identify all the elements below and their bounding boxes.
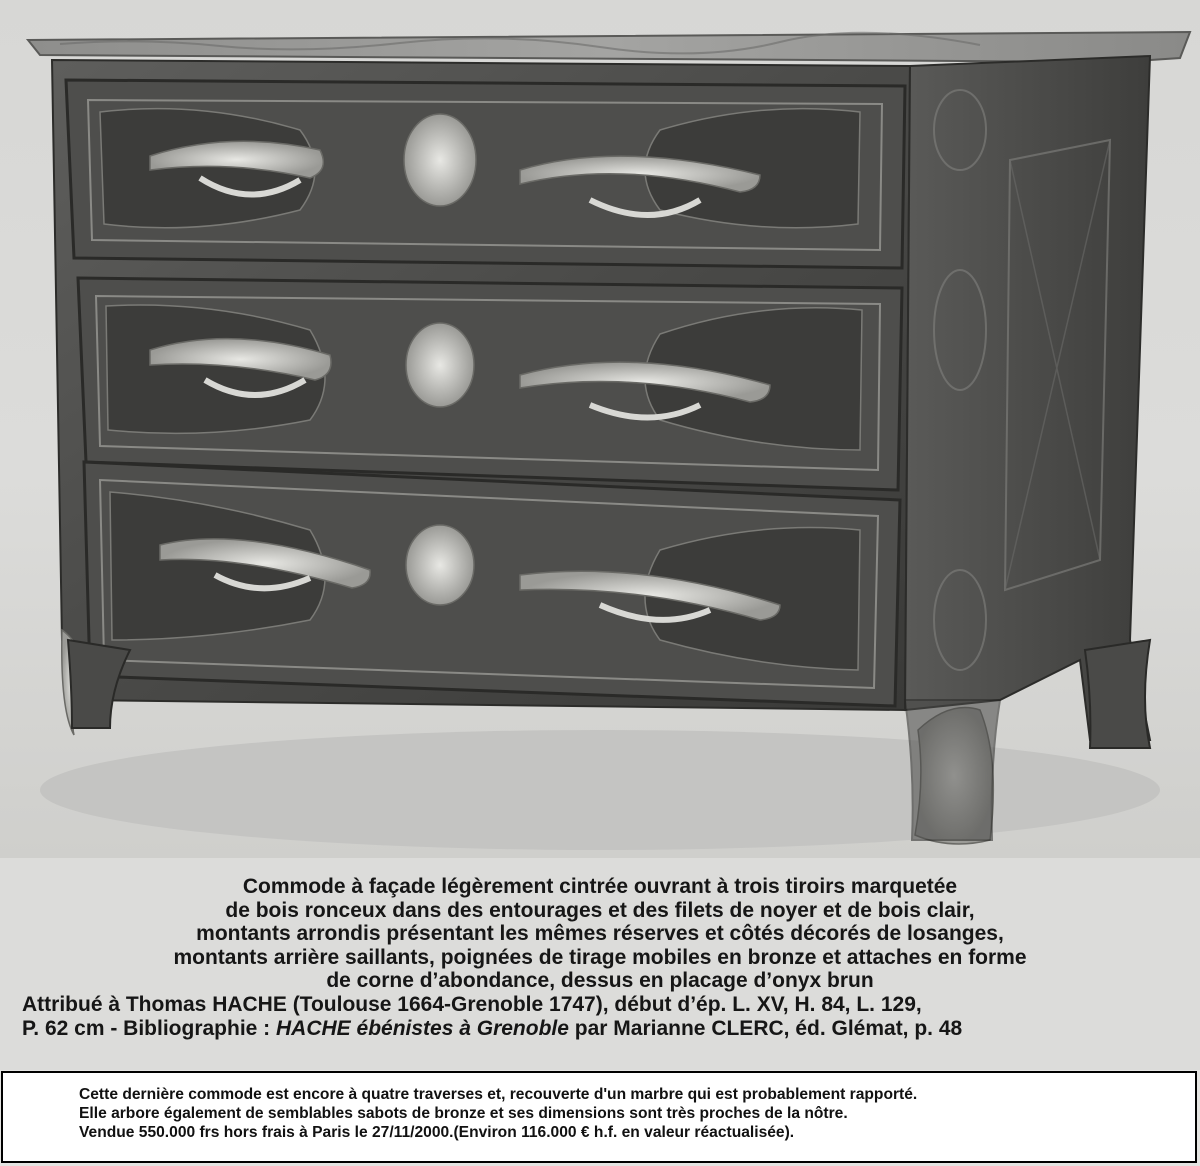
marble-top <box>28 32 1190 62</box>
drawer-top <box>66 80 905 268</box>
caption-line-5: de corne d’abondance, dessus en placage d’onyx brun <box>326 969 874 993</box>
catalogue-caption <box>0 858 1200 1070</box>
note-line-2: Elle arbore également de semblables sabots de bronze et ses dimensions sont très proches de la nôtre. <box>79 1105 848 1122</box>
drawer-middle <box>78 278 902 490</box>
caption-line-2: de bois ronceux dans des entourages et des filets de noyer et de bois clair, <box>225 898 975 922</box>
caption-line-1: Commode à façade légèrement cintrée ouvrant à trois tiroirs marquetée <box>242 875 958 898</box>
caption-line-7-start: P. 62 cm - Bibliographie : <box>22 1016 277 1040</box>
caption-line-4: montants arrière saillants, poignées de tirage mobiles en bronze et attaches en forme <box>173 945 1027 969</box>
leg-front-right <box>905 700 1000 840</box>
caption-line-3: montants arrondis présentant les mêmes réserves et côtés décorés de losanges, <box>196 922 1004 946</box>
comparison-note <box>1 1071 1197 1163</box>
drawer-bottom <box>84 462 900 706</box>
caption-line-6: Attribué à Thomas HACHE (Toulouse 1664-Grenoble 1747), début d’ép. L. XV, H. 84, L. 129, <box>22 992 922 1016</box>
leg-back-right <box>1085 640 1150 748</box>
caption-line-7-end: par Marianne CLERC, éd. Glémat, p. 48 <box>568 1016 963 1040</box>
caption-book-title: HACHE ébénistes à Grenoble <box>276 1016 569 1040</box>
note-line-3: Vendue 550.000 frs hors frais à Paris le 27/11/2000.(Environ 116.000 € h.f. en valeur réactualisée). <box>79 1124 795 1141</box>
caption-line-7 <box>0 1017 1200 1041</box>
note-line-1: Cette dernière commode est encore à quatre traverses et, recouverte d'un marbre qui est probablement rapporté. <box>79 1086 918 1103</box>
